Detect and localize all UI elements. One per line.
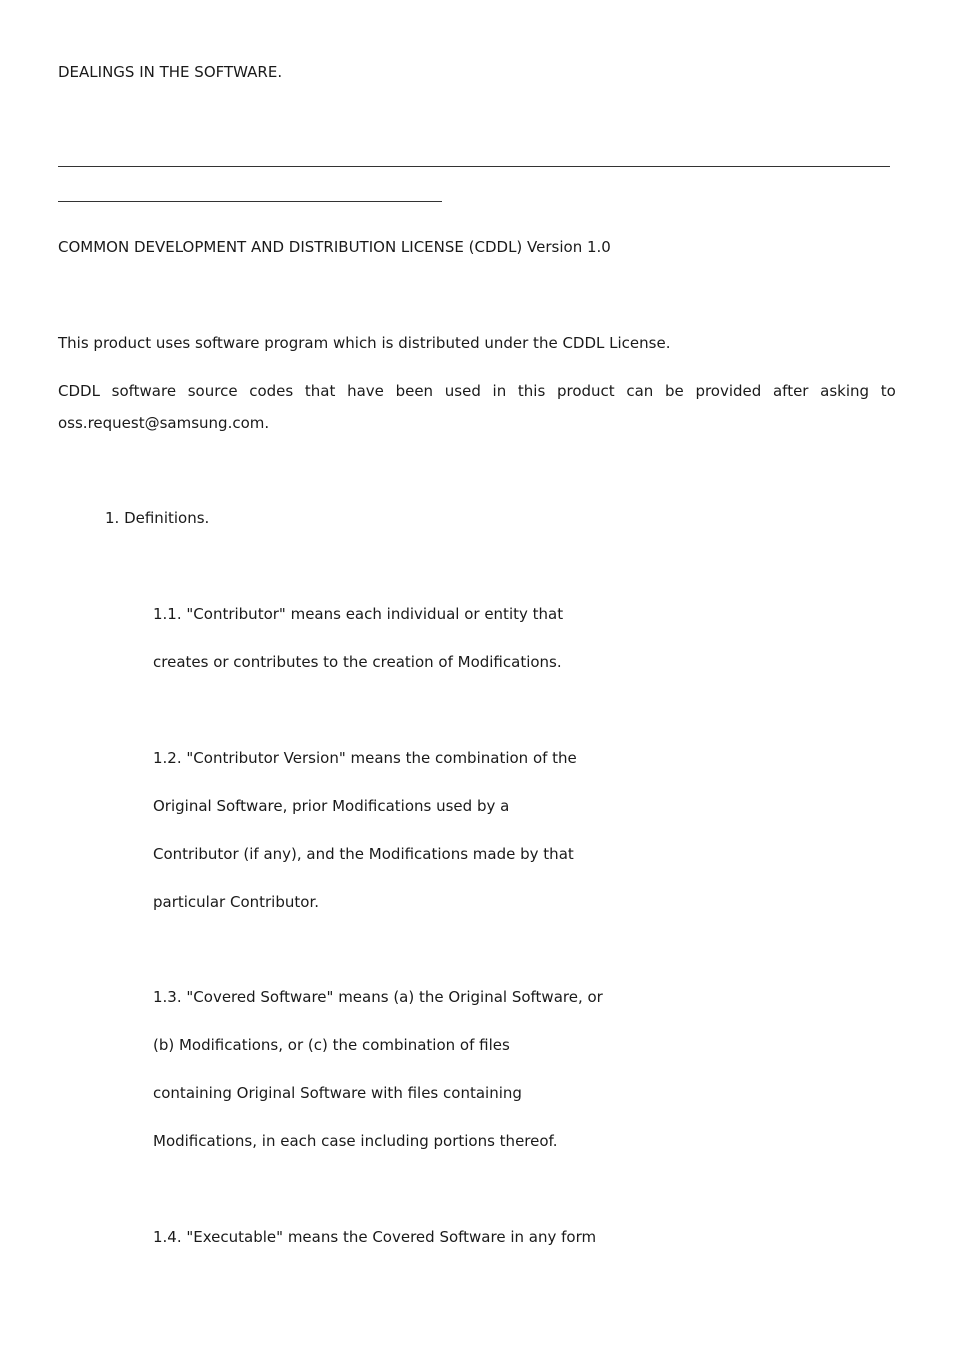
source-offer-word: source (187, 382, 238, 400)
definition-line: (b) Modifications, or (c) the combination of files (153, 1036, 510, 1054)
definition-line: particular Contributor. (153, 893, 319, 911)
definition-line: containing Original Software with files containing (153, 1084, 522, 1102)
source-offer-word: software (111, 382, 177, 400)
definition-line: 1.3. "Covered Software" means (a) the Original Software, or (153, 988, 603, 1006)
source-offer-word: provided (695, 382, 762, 400)
source-offer-word: can (626, 382, 654, 400)
intro-tail-text: DEALINGS IN THE SOFTWARE. (58, 63, 283, 81)
source-offer-line (58, 381, 896, 401)
source-offer-word: CDDL (58, 382, 100, 400)
definition-line: 1.4. "Executable" means the Covered Software in any form (153, 1228, 597, 1246)
definition-line: Original Software, prior Modifications used by a (153, 797, 510, 815)
source-offer-email: oss.request@samsung.com. (58, 414, 270, 432)
source-offer-word: in (492, 382, 507, 400)
source-offer-word: codes (249, 382, 294, 400)
source-offer-word: to (880, 382, 896, 400)
definition-line: creates or contributes to the creation of Modifications. (153, 653, 562, 671)
source-offer-word: asking (820, 382, 870, 400)
source-offer-word: have (347, 382, 384, 400)
definition-line: 1.2. "Contributor Version" means the combination of the (153, 749, 577, 767)
source-offer-word: this (517, 382, 546, 400)
source-offer-word: be (665, 382, 684, 400)
source-offer-word: used (444, 382, 481, 400)
source-offer-word: that (304, 382, 336, 400)
separator-rule-short (58, 201, 442, 202)
license-title: COMMON DEVELOPMENT AND DISTRIBUTION LICENSE (CDDL) Version 1.0 (58, 238, 611, 256)
definition-line: Contributor (if any), and the Modifications made by that (153, 845, 574, 863)
section-heading-definitions: 1. Definitions. (105, 509, 210, 527)
source-offer-word: been (395, 382, 434, 400)
separator-rule-long (58, 166, 890, 167)
definition-line: Modifications, in each case including portions thereof. (153, 1132, 558, 1150)
definition-line: 1.1. "Contributor" means each individual or entity that (153, 605, 564, 623)
source-offer-word: after (772, 382, 809, 400)
source-offer-word: product (556, 382, 615, 400)
cddl-notice-text: This product uses software program which is distributed under the CDDL License. (58, 334, 671, 352)
